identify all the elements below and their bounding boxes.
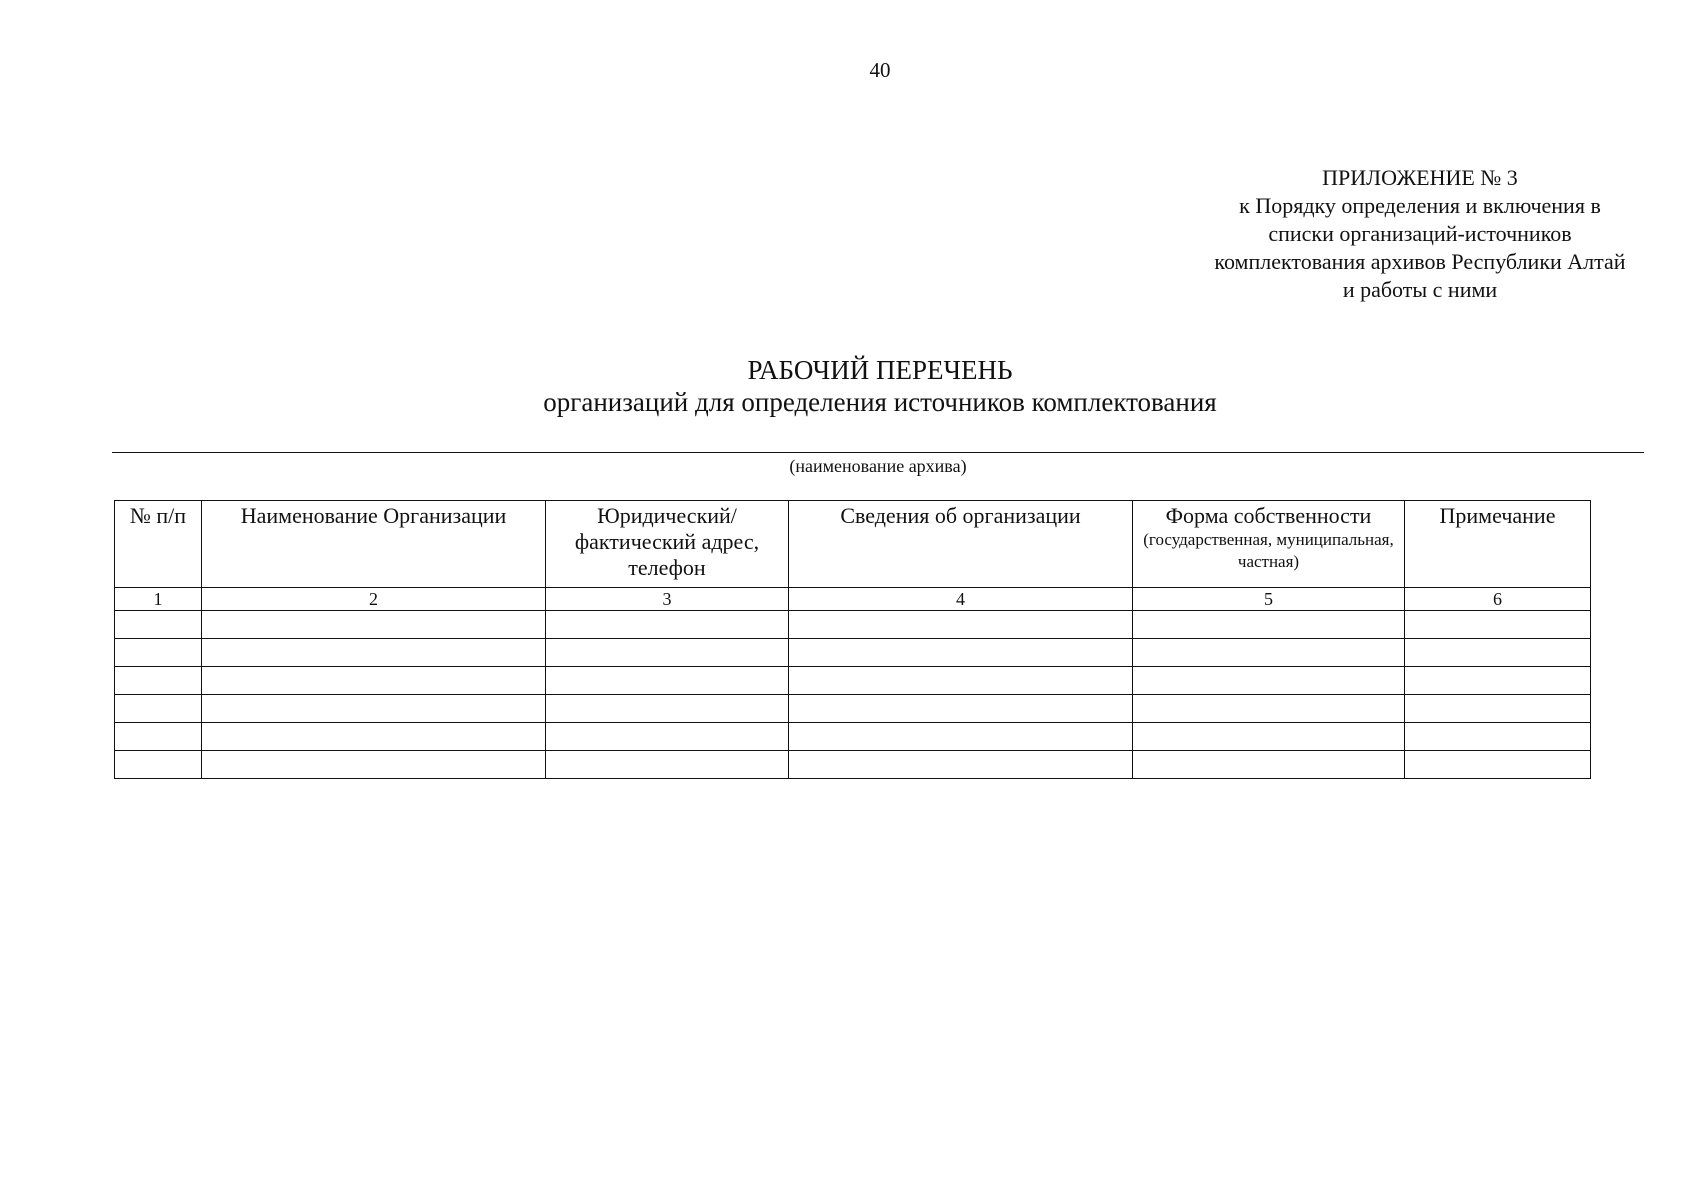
table-cell[interactable] (202, 751, 546, 779)
table-cell[interactable] (115, 639, 202, 667)
table-cell[interactable] (1133, 611, 1405, 639)
column-number-row (115, 588, 1591, 611)
table-cell[interactable] (115, 723, 202, 751)
appendix-line: списки организаций-источников (1268, 221, 1572, 246)
archive-caption: (наименование архива) (789, 456, 967, 476)
column-number: 1 (115, 588, 202, 611)
header-label: № п/п (129, 503, 187, 528)
table-cell[interactable] (115, 667, 202, 695)
table-cell[interactable] (546, 751, 789, 779)
header-cell (202, 501, 546, 588)
page-number: 40 (869, 58, 891, 82)
table-cell[interactable] (202, 639, 546, 667)
table-cell[interactable] (546, 667, 789, 695)
table-cell[interactable] (115, 695, 202, 723)
table-cell[interactable] (1405, 667, 1591, 695)
header-cell (546, 501, 789, 588)
table-cell[interactable] (789, 695, 1133, 723)
table-cell[interactable] (1405, 695, 1591, 723)
table-row (115, 751, 1591, 779)
table-cell[interactable] (202, 611, 546, 639)
table-row (115, 639, 1591, 667)
table-cell[interactable] (546, 639, 789, 667)
table-cell[interactable] (1405, 723, 1591, 751)
header-label: Сведения об организации (840, 503, 1081, 528)
appendix-title: ПРИЛОЖЕНИЕ № 3 (1322, 165, 1518, 190)
table-cell[interactable] (202, 723, 546, 751)
table-cell[interactable] (1405, 611, 1591, 639)
column-number: 3 (546, 588, 789, 611)
table-row (115, 667, 1591, 695)
document-subtitle: организаций для определения источников комплектования (543, 387, 1217, 417)
table-cell[interactable] (115, 751, 202, 779)
table-row (115, 723, 1591, 751)
table-cell[interactable] (1405, 751, 1591, 779)
header-label: Наименование Организации (240, 503, 507, 528)
appendix-line: и работы с ними (1342, 277, 1498, 302)
column-number: 4 (789, 588, 1133, 611)
table-cell[interactable] (789, 723, 1133, 751)
table-cell[interactable] (789, 751, 1133, 779)
column-number: 5 (1133, 588, 1405, 611)
table-cell[interactable] (115, 611, 202, 639)
table-cell[interactable] (1133, 751, 1405, 779)
table-cell[interactable] (789, 611, 1133, 639)
table-cell[interactable] (1133, 639, 1405, 667)
appendix-line: комплектования архивов Республики Алтай (1214, 249, 1626, 274)
table-cell[interactable] (1133, 667, 1405, 695)
column-number: 6 (1405, 588, 1591, 611)
table-cell[interactable] (1405, 639, 1591, 667)
header-label: Юридический/ фактический адрес, телефон (574, 503, 760, 580)
appendix-line: к Порядку определения и включения в (1239, 193, 1601, 218)
header-cell (789, 501, 1133, 588)
header-cell (1405, 501, 1591, 588)
table-cell[interactable] (1133, 695, 1405, 723)
table-cell[interactable] (546, 611, 789, 639)
table-cell[interactable] (202, 695, 546, 723)
column-number: 2 (202, 588, 546, 611)
table-cell[interactable] (789, 639, 1133, 667)
table-cell[interactable] (789, 667, 1133, 695)
appendix-block (1160, 164, 1680, 304)
table-cell[interactable] (1133, 723, 1405, 751)
header-note: (государственная, муниципальная, частная) (1143, 530, 1394, 571)
table-header-row (115, 501, 1591, 588)
header-label: Примечание (1439, 503, 1556, 528)
table-cell[interactable] (546, 695, 789, 723)
header-cell (115, 501, 202, 588)
organizations-table (114, 500, 1591, 779)
table-row (115, 695, 1591, 723)
table-cell[interactable] (202, 667, 546, 695)
header-cell (1133, 501, 1405, 588)
table-row (115, 611, 1591, 639)
document-title: РАБОЧИЙ ПЕРЕЧЕНЬ (747, 355, 1013, 385)
archive-name-line[interactable] (112, 452, 1644, 453)
table-cell[interactable] (546, 723, 789, 751)
header-label: Форма собственности (1165, 503, 1372, 528)
table-body (115, 588, 1591, 779)
document-heading (0, 354, 1697, 418)
